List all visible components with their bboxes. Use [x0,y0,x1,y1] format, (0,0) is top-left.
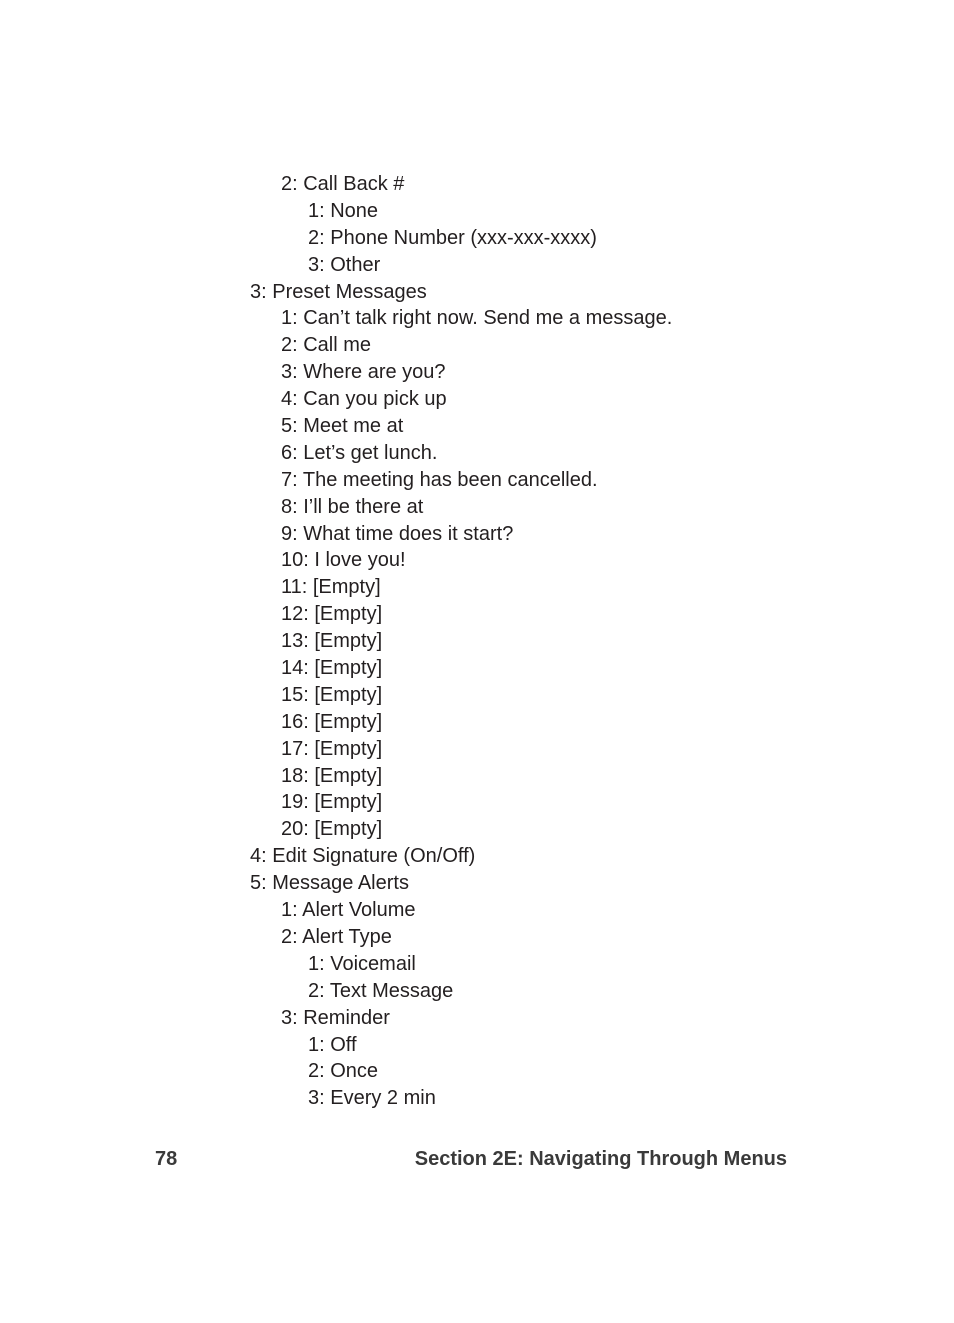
menu-line-level-1: 3: Reminder [281,1006,390,1029]
menu-line-level-0: 3: Preset Messages [250,280,427,303]
menu-line-level-2: 1: Off [308,1033,357,1056]
menu-line-level-2: 3: Other [308,253,381,276]
menu-line-level-1: 13: [Empty] [281,630,383,653]
menu-line-level-1: 10: I love you! [281,549,406,572]
menu-line-level-2: 2: Once [308,1060,379,1083]
menu-line-level-1: 20: [Empty] [281,818,383,841]
menu-line-level-0: 5: Message Alerts [250,872,409,895]
menu-line-level-1: 2: Call Back # [281,173,405,195]
menu-line-level-1: 18: [Empty] [281,764,383,787]
menu-line-level-2: 1: Voicemail [308,952,416,975]
menu-line-level-2: 1: None [308,199,379,222]
menu-line-level-1: 5: Meet me at [281,415,404,438]
menu-line-level-1: 19: [Empty] [281,791,383,814]
section-title: Section 2E: Navigating Through Menus [414,1148,787,1170]
menu-line-level-1: 8: I’ll be there at [281,495,424,518]
menu-line-level-1: 3: Where are you? [281,361,446,384]
menu-line-level-1: 1: Can’t talk right now. Send me a message. [281,307,673,330]
menu-line-level-1: 2: Alert Type [281,925,392,948]
menu-line-level-1: 12: [Empty] [281,603,383,626]
menu-line-level-0: 4: Edit Signature (On/Off) [250,845,476,868]
menu-line-level-2: 2: Phone Number (xxx-xxx-xxxx) [308,226,597,249]
menu-line-level-2: 2: Text Message [308,979,454,1002]
menu-line-level-2: 3: Every 2 min [308,1087,436,1110]
menu-line-level-1: 7: The meeting has been cancelled. [281,468,598,491]
menu-line-level-1: 16: [Empty] [281,710,383,733]
menu-line-level-1: 14: [Empty] [281,657,383,680]
menu-line-level-1: 1: Alert Volume [281,899,416,922]
page-number: 78 [155,1148,178,1170]
menu-line-level-1: 4: Can you pick up [281,388,447,411]
menu-line-level-1: 6: Let’s get lunch. [281,441,438,464]
menu-line-level-1: 2: Call me [281,334,372,357]
menu-outline [0,171,954,1112]
menu-line-level-1: 11: [Empty] [281,576,381,599]
menu-line-level-1: 17: [Empty] [281,737,383,760]
menu-line-level-1: 9: What time does it start? [281,522,514,545]
menu-line-level-1: 15: [Empty] [281,683,383,706]
